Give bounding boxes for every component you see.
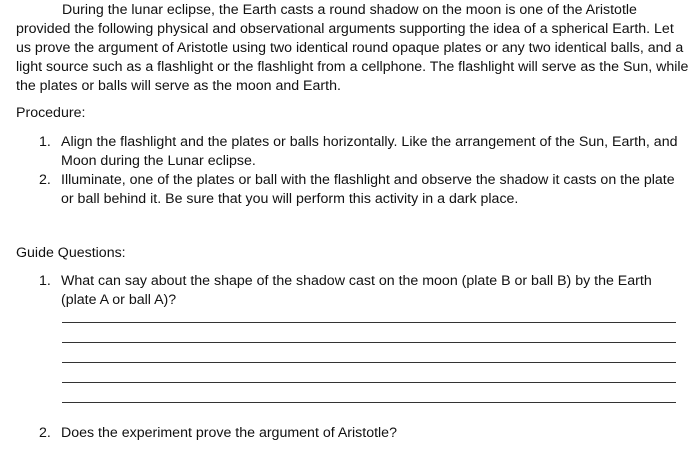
guide-question-text: Does the experiment prove the argument of Aristotle?: [61, 425, 397, 441]
answer-line[interactable]: [62, 402, 676, 403]
answer-lines: [62, 322, 676, 422]
guide-questions-heading: Guide Questions:: [16, 245, 126, 261]
guide-question: [0, 424, 700, 443]
procedure-step-text: Align the flashlight and the plates or balls horizontally. Like the arrangement of the Sun, Earth, and Moon during the Lunar eclipse.: [61, 134, 678, 169]
procedure-step-text: Illuminate, one of the plates or ball with the flashlight and observe the shadow it casts on the plate or ball behind it. Be sure that you will perform this activity in a dark place.: [61, 172, 675, 207]
guide-question-text: What can say about the shape of the shadow cast on the moon (plate B or ball B) by the Earth (plate A or ball A)?: [61, 273, 652, 308]
guide-questions-list-continued: [0, 424, 700, 443]
answer-line[interactable]: [62, 322, 676, 323]
procedure-step-number: 2.: [39, 172, 51, 188]
procedure-list: [0, 133, 700, 209]
procedure-step-number: 1.: [39, 134, 51, 150]
answer-line[interactable]: [62, 342, 676, 343]
answer-line[interactable]: [62, 382, 676, 383]
procedure-heading: Procedure:: [16, 105, 86, 121]
answer-line[interactable]: [62, 362, 676, 363]
intro-paragraph: During the lunar eclipse, the Earth casts a round shadow on the moon is one of the Aristotle provided the following physical and observational arguments supporting the idea of a spherical Earth. Let us prove the argument of Aristotle using two identical round opaque plates or any two identical balls, and a light source such as a flashlight or the flashlight from a cellphone. The flashlight will serve as the Sun, while the plates or balls will serve as the moon and Earth.: [16, 2, 689, 94]
procedure-step: [0, 171, 700, 209]
guide-question: [0, 272, 700, 310]
guide-question-number: 2.: [39, 425, 51, 441]
guide-question-number: 1.: [39, 273, 51, 289]
guide-questions-list: [0, 272, 700, 310]
procedure-step: [0, 133, 700, 171]
